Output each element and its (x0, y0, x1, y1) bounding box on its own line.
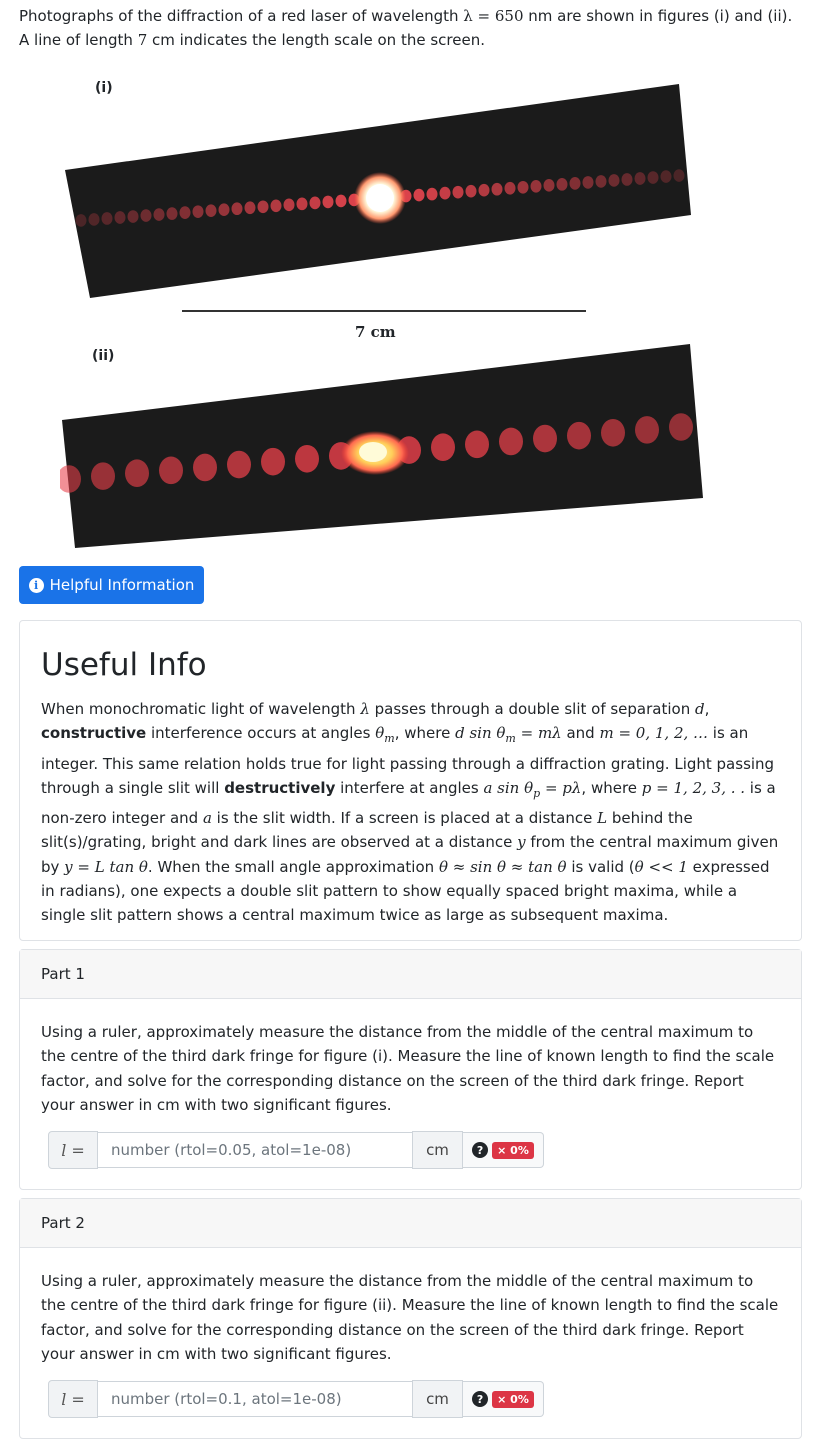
fringe-spot (440, 187, 451, 200)
math-equation: θ ≈ sin θ ≈ tan θ (438, 857, 567, 876)
fringe-spot (648, 171, 659, 184)
unit-label: cm (412, 1380, 463, 1418)
fringe-spot (219, 203, 230, 216)
part-1-header: Part 1 (20, 950, 801, 999)
fringe-spot (661, 170, 672, 183)
info-text: When monochromatic light of wavelength (41, 700, 361, 718)
answer-prefix: l = (48, 1380, 98, 1418)
fringe-spot (128, 210, 139, 223)
info-text: behind the slit(s)/grating, bright and dark lines are observed at a distance (41, 809, 693, 852)
fringe-spot (102, 212, 113, 225)
fringe-spot (453, 186, 464, 199)
unit-label: cm (412, 1131, 463, 1169)
fringe-spot (232, 202, 243, 215)
math-equation: p = 1, 2, 3, . . (641, 778, 746, 797)
info-text: is the slit width. If a screen is placed at a distance (211, 809, 598, 828)
math-d: d (694, 700, 705, 718)
line-length-value: 7 (137, 31, 148, 49)
math-equation: = pλ (540, 778, 582, 797)
fringe-spot (261, 448, 285, 476)
fringe-spot (596, 175, 607, 188)
part-1-card (19, 949, 802, 1190)
fringe-spot (431, 433, 455, 461)
math-subscript: m (505, 732, 516, 746)
useful-info-text (41, 697, 780, 928)
fringe-spot (141, 209, 152, 222)
fringe-spot (310, 197, 321, 210)
score-badge: × 0% (492, 1142, 534, 1159)
fringe-spot (570, 177, 581, 190)
math-L: L (597, 809, 608, 828)
fringe-spot (227, 451, 251, 479)
fringe-spot (414, 189, 425, 202)
fringe-spot (193, 205, 204, 218)
math-equation: y = L tan θ (64, 857, 148, 876)
fringe-spot (635, 416, 659, 444)
part-2-header: Part 2 (20, 1199, 801, 1248)
info-text: , (704, 700, 710, 718)
math-subscript: p (533, 786, 541, 800)
fringe-spot (125, 459, 149, 487)
part-2-answer-input[interactable] (98, 1381, 412, 1417)
info-text: , where (581, 778, 642, 797)
fringe-spot (531, 180, 542, 193)
fringe-spot (479, 184, 490, 197)
math-a: a (202, 809, 212, 828)
fringe-spot (297, 198, 308, 211)
useful-info-title: Useful Info (41, 647, 207, 683)
fringe-spot (609, 174, 620, 187)
question-intro (19, 4, 804, 52)
intro-text: nm are shown in figures (i) and (ii). A line of length (19, 7, 793, 49)
fringe-spot (91, 462, 115, 490)
fringe-spot (557, 178, 568, 191)
info-text: , where (394, 724, 456, 743)
fringe-spot (466, 185, 477, 198)
fringe-spot (89, 213, 100, 226)
fringe-spot (601, 419, 625, 447)
intro-text: cm indicates the length scale on the screen. (147, 31, 485, 49)
math-equation: a sin θ (483, 778, 534, 797)
math-equation: m = 0, 1, 2, … (599, 724, 709, 743)
fringe-spot (622, 173, 633, 186)
info-text: from the central maximum given by (41, 833, 779, 876)
fringe-spot (499, 428, 523, 456)
fringe-spot (206, 204, 217, 217)
diffraction-photo-ii (60, 340, 710, 559)
math-equation: = mλ (515, 724, 562, 743)
info-text: . When the small angle approximation (147, 857, 439, 876)
useful-info-card (19, 620, 802, 941)
info-text: interfere at angles (335, 778, 484, 797)
fringe-spot (76, 214, 87, 227)
info-text: is valid ( (566, 857, 635, 876)
figure-label-i: (i) (95, 80, 113, 96)
answer-status (463, 1381, 544, 1417)
fringe-spot (533, 425, 557, 453)
wavelength-value: λ = 650 (463, 7, 524, 25)
fringe-spot (159, 457, 183, 485)
info-text: and (561, 724, 600, 743)
fringe-spot (635, 172, 646, 185)
fringe-spot (669, 413, 693, 441)
fringe-spot (674, 169, 685, 182)
scale-line (182, 310, 586, 312)
info-text: is an integer. This same relation holds true for light passing through a diffraction grating. Light passing through a single slit will (41, 724, 775, 797)
part-1-answer-input[interactable] (98, 1132, 412, 1168)
fringe-spot (271, 199, 282, 212)
question-help-icon[interactable]: ? (472, 1391, 488, 1407)
fringe-spot (323, 196, 334, 209)
part-2-card (19, 1198, 802, 1439)
math-lambda: λ (360, 700, 370, 718)
part-1-question: Using a ruler, approximately measure the distance from the middle of the central maximum to the centre of the third dark fringe for figure (i). Measure the line of known length to find the scale factor, and solve for the corresponding distance on the screen of the third dark fringe. Report your answer in cm with two significant figures. (41, 1023, 775, 1114)
math-equation: d sin θ (455, 724, 506, 743)
info-text: expressed in radians), one expects a double slit pattern to show equally spaced bright maxima, while a single slit pattern shows a central maximum twice as large as subsequent maxima. (41, 857, 770, 925)
fringe-spot (154, 208, 165, 221)
bold-destructively: destructively (224, 778, 336, 797)
bold-constructive: constructive (41, 724, 147, 743)
fringe-spot (284, 199, 295, 212)
helpful-information-button[interactable] (19, 566, 204, 604)
fringe-spot (544, 179, 555, 192)
answer-prefix: l = (48, 1131, 98, 1169)
info-text: passes through a double slit of separation (369, 700, 695, 718)
fringe-spot (295, 445, 319, 473)
intro-text: Photographs of the diffraction of a red laser of wavelength (19, 7, 464, 25)
fringe-spot (492, 183, 503, 196)
answer-status (463, 1132, 544, 1168)
fringe-spot (567, 422, 591, 450)
fringe-spot (180, 206, 191, 219)
part-2-question: Using a ruler, approximately measure the distance from the middle of the central maximum to the centre of the third dark fringe for figure (ii). Measure the line of known length to find the scale factor, and solve for the corresponding distance on the screen of the third dark fringe. Report your answer in cm with two significant figures. (41, 1272, 779, 1363)
math-theta: θ (375, 724, 385, 743)
info-text: is a non-zero integer and (41, 778, 776, 828)
fringe-spot (427, 188, 438, 201)
fringe-spot (505, 182, 516, 195)
math-subscript: m (384, 732, 395, 746)
fringe-spot (167, 207, 178, 220)
part-1-answer-row (48, 1131, 544, 1169)
fringe-spot (258, 200, 269, 213)
fringe-spot (583, 176, 594, 189)
fringe-spot (193, 454, 217, 482)
fringe-spot (465, 431, 489, 459)
fringe-spot (245, 201, 256, 214)
question-help-icon[interactable]: ? (472, 1142, 488, 1158)
info-text: interference occurs at angles (146, 724, 376, 743)
part-2-answer-row (48, 1380, 544, 1418)
math-y: y (517, 833, 526, 852)
math-equation: θ << 1 (634, 857, 688, 876)
figure-label-ii: (ii) (92, 348, 115, 364)
info-circle-icon: i (29, 578, 44, 593)
score-badge: × 0% (492, 1391, 534, 1408)
fringe-spot (115, 211, 126, 224)
diffraction-photo-i (60, 80, 700, 309)
fringe-spot (518, 181, 529, 194)
scale-label: 7 cm (355, 323, 396, 341)
helpful-information-label: Helpful Information (49, 576, 195, 594)
fringe-spot (336, 195, 347, 208)
